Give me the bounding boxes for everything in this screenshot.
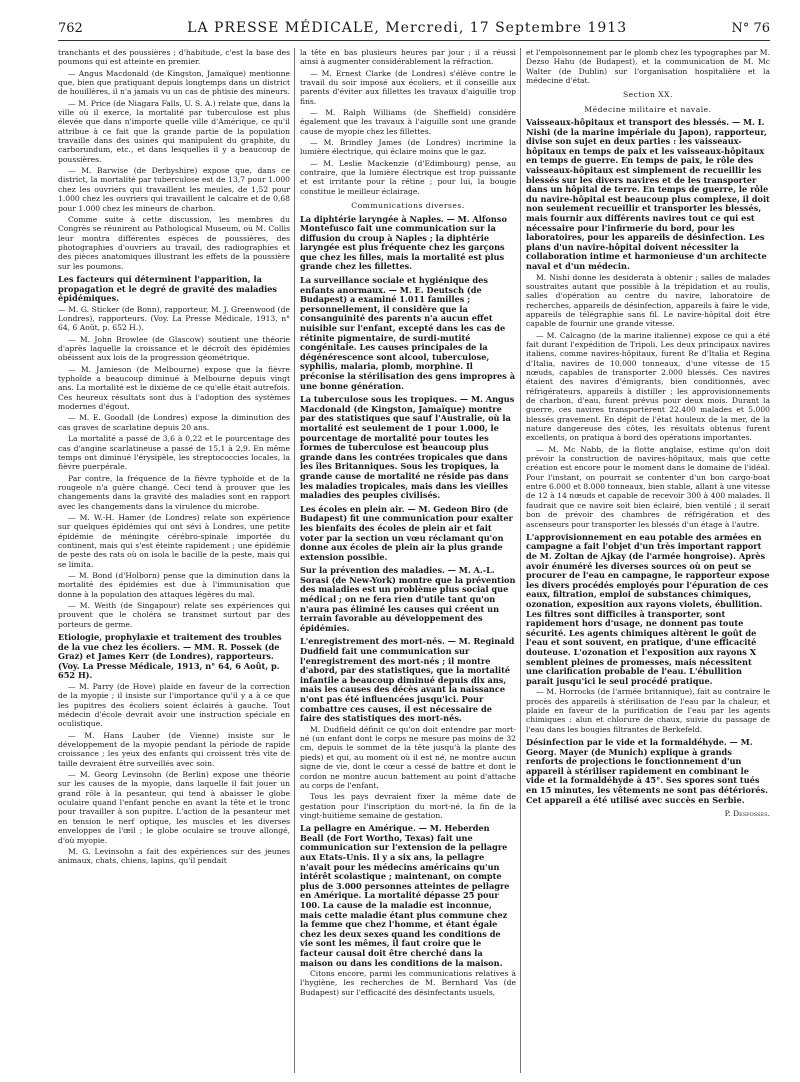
text-column-3 xyxy=(526,48,770,1078)
journal-title: LA PRESSE MÉDICALE, Mercredi, 17 Septembre 1913 xyxy=(187,20,628,36)
section-heading-paragraph: Vaisseaux-hôpitaux et transport des blessés. — M. I. Nishi (de la marine impériale du Japon), rapporteur, divise son sujet en deux parties : les vaisseaux-hôpitaux en temps de paix et les vaisseaux-hôpitaux en temps de guerre. En temps de paix, le rôle des vaisseaux-hôpitaux est simplement de recueillir les blessés sur les divers navires et de les transporter dans un hôpital de terre. En temps de guerre, le rôle du navire-hôpital est beaucoup plus complexe, il doit non seulement recueillir et transporter les blessés, mais fournir aux différents navires tout ce qui est nécessaire pour l'infirmerie du bord, pour les laboratoires, pour les appareils de désinfection. Les plans d'un navire-hôpital doivent nécessiter la collaboration intime et harmonieuse d'un architecte naval et d'un médecin. xyxy=(526,117,770,271)
body-paragraph: M. G. Levinsohn a fait des expériences sur des jeunes animaux, chats, chiens, lapins, qu'il pendait xyxy=(58,846,290,866)
body-paragraph: — M. Jamieson (de Melbourne) expose que la fièvre typhoïde a beaucoup diminué à Melbourne depuis vingt ans. La mortalité est le dixième de ce qu'elle était autrefois. Ces heureux résultats sont dus à l'adoption des systèmes modernes d'égout. xyxy=(58,364,290,412)
body-paragraph: — M. Georg Levinsohn (de Berlin) expose une théorie sur les causes de la myopie, dans laquelle il fait jouer un grand rôle à la pesanteur, qui tend à abaisser le globe oculaire quand l'enfant penche en avant la tête et le tronc pour travailler à son pupitre. L'action de la pesanteur met en tension le nerf optique, les muscles et les diverses enveloppes de l'œil ; le globe oculaire se trouve allongé, d'où myopie. xyxy=(58,770,290,845)
body-paragraph: — M. Mc Nabb, de la flotte anglaise, estime qu'on doit prévoir la construction de navires-hôpitaux, mais que cette création est encore pour le moment dans le domaine de l'idéal. Pour l'instant, on pourrait se contenter d'un bon cargo-boat entre 6.000 et 8.000 tonneaux, bien stable, allant à une vitesse de 12 à 14 nœuds et capable de recevoir 300 à 400 malades. Il faudrait que ce navire soit bien éclairé, bien ventilé ; il serait bon de prévoir des chambres de réfrigération et des ascenseurs pour transporter les blessés d'un étage à l'autre. xyxy=(526,444,770,529)
body-paragraph: M. Nishi donne les desiderata à obtenir ; salles de malades soustraites autant que possible à la trépidation et au roulis, salles d'opération au centre du navire, laboratoire de recherches, appareils de désinfection, appareils à faire le vide, appareils de télégraphie sans fil. Le navire-hôpital doit être capable de fournir une grande vitesse. xyxy=(526,272,770,329)
body-paragraph: — M. Leslie Mackenzie (d'Edimbourg) pense, au contraire, que la lumière électrique est trop puissante et est irritante pour la rétine ; pour lui, la bougie constitue le meilleur éclairage. xyxy=(300,158,516,196)
section-title: Section XX. xyxy=(622,90,674,100)
body-paragraph: tranchants et des poussières ; d'habitude, c'est la base des poumons qui est atteinte en premier. xyxy=(58,48,290,67)
body-paragraph: — M. Calcagno (de la marine italienne) expose ce qui a été fait durant l'expédition de Tripoli. Les deux principaux navires italiens, comme navires-hôpitaux, furent Re d'Italia et Regina d'Italia, navires de 10.000 tonneaux, d'une vitesse de 15 nœuds, capables de transporter 2.000 blessés. Ces navires étaient des navires d'émigrants, bien conditionnés, avec réfrigérateurs, appareils à distiller ; les approvisionnements de charbon, d'eau, furent prévus pour deux mois. Durant la guerre, ces navires transportèrent 22.400 malades et 5.000 blessés gravement. En dépit de l'état houleux de la mer, de la nature dangereuse des côtes, les résultats obtenus furent excellents, on pratiqua à bord des opérations importantes. xyxy=(526,330,770,443)
body-paragraph: — M. Price (de Niagara Falls, U. S. A.) relate que, dans la ville où il exerce, la mortalité par tuberculose est plus élevée que dans n'importe quelle ville d'Amérique, ce qu'il attribue à ce fait que la grande partie de la population travaille dans des usines qui manipulent du graphite, du carborundum, etc., et dans lesquelles il y a beaucoup de poussières. xyxy=(58,98,290,164)
section-heading-paragraph: La surveillance sociale et hygiénique des enfants anormaux. — M. E. Deutsch (de Budapest) a examiné 1.011 familles ; personnellement, il considère que la consanguinité des parents n'a aucun effet nuisible sur l'enfant, excepté dans les cas de rétinite pigmentaire, de surdi-mutité congénitale. Les causes principales de la dégénérescence sont alcool, tuberculose, syphilis, malaria, plomb, morphine. Il préconise la stérilisation des gens impropres à une bonne génération. xyxy=(300,275,516,391)
body-paragraph: — M. John Browlee (de Glascow) soutient une théorie d'après laquelle la croissance et le décroît des épidémies obéissent aux lois de la progression géométrique. xyxy=(58,334,290,363)
body-paragraph: La mortalité a passé de 3,6 à 0,22 et le pourcentage des cas d'angine scarlatineuse a passé de 15,1 à 2,9. En même temps ont diminué l'érysipèle, les streptococcies locales, la fièvre puerpérale. xyxy=(58,434,290,472)
section-heading-paragraph: L'enregistrement des mort-nés. — M. Reginald Dudfield fait une communication sur l'enregistrement des mort-nés ; il montre d'abord, par des statistiques, que la mortalité infantile a beaucoup diminué depuis dix ans, mais les causes des décès avant la naissance n'ont pas été influencées jusqu'ici. Pour combattre ces causes, il est nécessaire de faire des statistiques des mort-nés. xyxy=(300,636,515,724)
body-paragraph: — M. Bond (d'Holborn) pense que la diminution dans la mortalité des épidémies est due à l'immunisation que donne à la population des attaques légères du mal. xyxy=(58,570,290,599)
page-number: 762 xyxy=(58,21,83,36)
body-paragraph: — M. Weith (de Singapour) relate ses expériences qui prouvent que le choléra se transmet surtout par des porteurs de germe. xyxy=(58,601,290,629)
body-paragraph: Tous les pays devraient fixer la même date de gestation pour l'inscription du mort-né, la fin de la vingt-huitième semaine de gestation. xyxy=(300,792,516,820)
section-heading-paragraph: Les écoles en plein air. — M. Gedeon Biro (de Budapest) fit une communication pour exalter les bienfaits des écoles de plein air et fait voter par la section un vœu réclamant qu'on donne aux écoles de plein air la plus grande extension possible. xyxy=(300,503,513,562)
page-header xyxy=(58,20,770,38)
body-paragraph: — M. E. Goodall (de Londres) expose la diminution des cas graves de scarlatine depuis 20 ans. xyxy=(58,413,290,432)
body-paragraph: et l'empoisonnement par le plomb chez les typographes par M. Dezso Hahu (de Budapest), et la communication de M. Mc Walter (de Dublin) sur l'organisation hospitalière et la médecine d'état. xyxy=(526,48,770,86)
body-paragraph: — M. W.-H. Hamer (de Londres) relate son expérience sur quelques épidémies qui ont sévi à Londres, une petite épidémie de méningite cérébro-spinale importée du continent, mais qui s'est éteinte rapidement ; une épidémie de peste des rats où on isola le bacille de la peste, mais qui se limita. xyxy=(58,512,290,569)
body-paragraph: — Angus Macdonald (de Kingston, Jamaïque) mentionne que, bien que pratiquant depuis longtemps dans un district de houillères, il n'a jamais vu un cas de phtisie des mineurs. xyxy=(58,68,290,97)
section-title: Médecine militaire et navale. xyxy=(584,104,712,114)
section-heading-paragraph: L'approvisionnement en eau potable des armées en campagne a fait l'objet d'un très important rapport de M. Zoltan de Ajkay (de l'armée hongroise). Après avoir énuméré les diverses sources où on peut se procurer de l'eau en campagne, le rapporteur expose les divers procédés employés pour l'épuration de ces eaux, filtration, emploi de substances chimiques, ozonation, exposition aux rayons violets, ébullition. Les filtres sont difficiles à transporter, sont rapidement hors d'usage, ne donnent pas toute sécurité. Les agents chimiques altèrent le goût de l'eau et sont souvent, en pratique, d'une efficacité douteuse. L'ozonation et l'exposition aux rayons X semblent pleines de promesses, mais nécessitent une clarification probable de l'eau. L'ébullition paraît jusqu'ici le seul procédé pratique. xyxy=(526,531,770,686)
section-title: Communications diverses. xyxy=(351,201,465,211)
author-signature: P. Desfosses. xyxy=(724,809,770,819)
section-heading-paragraph: Sur la prévention des maladies. — M. A.-L. Sorasi (de New-York) montre que la prévention des maladies est un problème plus social que médical ; on ne fera rien d'utile tant qu'on n'aura pas éliminé les causes qui créent un terrain favorable au développement des épidémies. xyxy=(300,565,516,633)
section-heading-paragraph: La diphtérie laryngée à Naples. — M. Alfonso Montefusco fait une communication sur la diffusion du croup à Naples ; la diphtérie laryngée est plus fréquente chez les garçons que chez les filles, mais la mortalité est plus grande chez les fillettes. xyxy=(300,213,507,272)
section-heading-paragraph: La pellagre en Amérique. — M. Heberden Beall (de Fort Wortho, Texas) fait une communication sur l'extension de la pellagre aux Etats-Unis. Il y a six ans, la pellagre n'avait pour les médecins américains qu'un intérêt scolastique ; maintenant, on compte plus de 3.000 personnes atteintes de pellagre en Amérique. La mortalité dépasse 25 pour 100. La cause de la maladie est inconnue, mais cette maladie étant plus commune chez la femme que chez l'homme, et étant égale chez les deux sexes quand les conditions de vie sont les mêmes, il faut croire que le facteur causal doit être cherché dans la maison ou dans les conditions de la maison. xyxy=(300,823,510,968)
body-paragraph: Par contre, la fréquence de la fièvre typhoïde et de la rougeole n'a guère changé. Ceci tend à prouver que les changements dans la gravité des maladies sont en rapport avec les changements dans la virulence du microbe. xyxy=(58,473,290,511)
body-paragraph: — M. Ralph Williams (de Sheffield) considère également que les travaux à l'aiguille sont une grande cause de myopie chez les fillettes. xyxy=(300,108,516,136)
body-paragraph: Comme suite à cette discussion, les membres du Congrès se réunirent au Pathological Museum, où M. Collis leur montra différentes espèces de poussières, des photographies d'ouvriers au travail, des radiographies et des pièces anatomiques illustrant les effets de la poussière sur les poumons. xyxy=(58,214,290,271)
body-paragraph: — M. Horrocks (de l'armée britannique), fait au contraire le procès des appareils à stérilisation de l'eau par la chaleur, et plaide en faveur de la purification de l'eau par les agents chimiques : alun et chlorure de chaux, suivie du passage de l'eau dans les bougies filtrantes de Berkefeld. xyxy=(526,687,770,734)
body-paragraph: — M. Ernest Clarke (de Londres) s'élève contre le travail du soir imposé aux écoliers, et il conseille aux parents d'éviter aux fillettes les travaux d'aiguille trop fins. xyxy=(300,68,516,106)
section-heading-paragraph: Désinfection par le vide et la formaldéhyde. — M. Georg. Mayer (de Munich) explique à grands renforts de projections le fonctionnement d'un appareil à stériliser rapidement en combinant le vide et la formaldéhyde à 45°. Ses spores sont tués en 15 minutes, les vêtements ne sont pas détériorés. Cet appareil a été utilisé avec succès en Serbie. xyxy=(526,737,768,805)
body-paragraph: — M. Hans Lauber (de Vienne) insiste sur le développement de la myopie pendant la période de rapide croissance ; les yeux des enfants qui croissent très vite de taille devraient être surveillés avec soin. xyxy=(58,730,290,768)
body-paragraph: la tête en bas plusieurs heures par jour ; il a réussi ainsi à augmenter considérablement la réfraction. xyxy=(300,48,516,67)
issue-number: N° 76 xyxy=(731,21,770,36)
body-paragraph: — M. Barwise (de Derbyshire) expose que, dans ce district, la mortalité par tuberculose est de 13,7 pour 1.000 chez les ouvriers qui travaillent les meules, de 1,52 pour 1.000 chez les ouvriers qui travaillent le calcaire et de 0,68 pour 1.000 chez les mineurs de charbon. xyxy=(58,166,290,213)
section-heading-paragraph: Les facteurs qui déterminent l'apparition, la propagation et le degré de gravité des maladies épidémiques. xyxy=(58,273,278,304)
section-heading-paragraph: Etiologie, prophylaxie et traitement des troubles de la vue chez les écoliers. — MM. R. Possek (de Graz) et James Kerr (de Londres), rapporteurs. (Voy. La Presse Médicale, 1913, n° 64, 6 Août, p. 652 H). xyxy=(58,632,282,681)
header-rule xyxy=(58,40,770,41)
body-paragraph: — M. Parry (de Hove) plaide en faveur de la correction de la myopie ; il insiste sur l'importance qu'il y a à ce que les pupitres des écoliers soient éclairés à gauche. Tout médecin d'école devrait avoir une instruction spéciale en oculistique. xyxy=(58,682,290,729)
text-column-1 xyxy=(58,48,290,1078)
body-paragraph: Citons encore, parmi les communications relatives à l'hygiène, les recherches de M. Bernhard Vas (de Budapest) sur l'efficacité des désinfectants usuels, xyxy=(300,969,516,997)
column-divider xyxy=(294,48,295,1073)
body-paragraph: — M. G. Sticker (de Bonn), rapporteur, M. J. Greenwood (de Londres), rapporteurs. (Voy. La Presse Médicale, 1913, n° 64, 6 Août, p. 652 H.). xyxy=(58,304,290,333)
section-heading-paragraph: La tuberculose sous les tropiques. — M. Angus Macdonald (de Kingston, Jamaïque) montre par des statistiques que sauf l'Australie, où la mortalité est seulement de 1 pour 1.000, le pourcentage de mortalité pour toutes les formes de tuberculose est beaucoup plus grande dans les contrées tropicales que dans les îles Britanniques. Sous les tropiques, la grande cause de mortalité ne réside pas dans les maladies tropicales, mais dans les vieilles maladies des peuples civilisés. xyxy=(300,394,515,501)
text-column-2 xyxy=(300,48,516,1078)
body-paragraph: — M. Brindley James (de Londres) incrimine la lumière électrique, qui éclaire moins que le gaz. xyxy=(300,138,516,157)
body-paragraph: M. Dudfield définit ce qu'on doit entendre par mort-né (un enfant dont le corps ne mesure pas moins de 32 cm, depuis le sommet de la tête jusqu'à la plante des pieds) et qui, au moment où il est né, ne montre aucun signe de vie, dont le cœur a cessé de battre et dont le cordon ne montre aucun battement au point d'attache au corps de l'enfant. xyxy=(300,724,516,790)
column-divider xyxy=(520,48,521,1073)
